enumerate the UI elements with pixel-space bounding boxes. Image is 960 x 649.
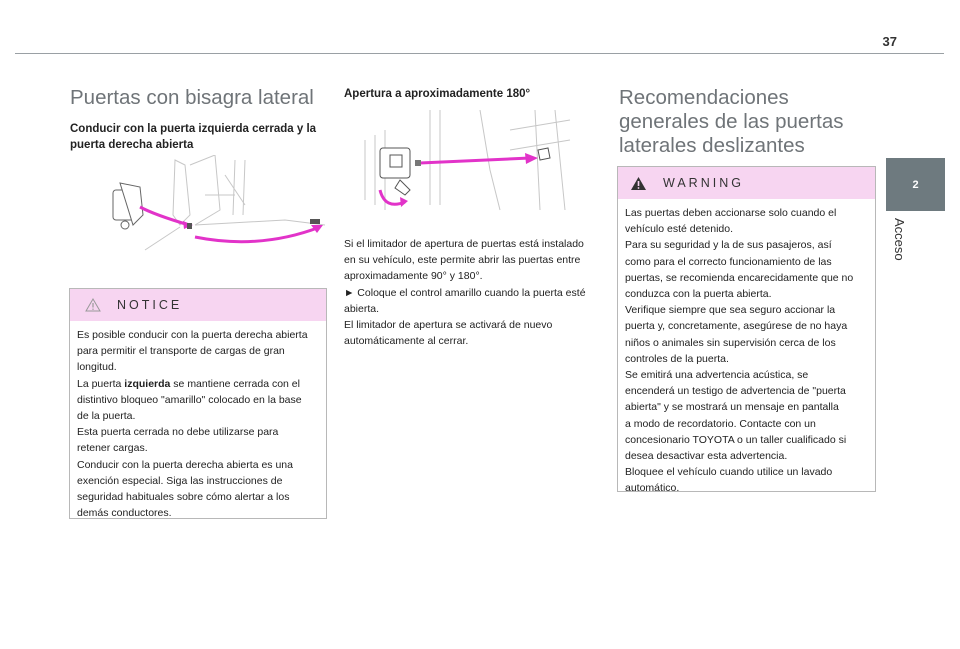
warning-line: desea desactivar esta advertencia.	[625, 450, 788, 463]
notice-body	[70, 321, 326, 527]
notice-text: se mantiene cerrada con el	[170, 377, 300, 390]
notice-line: distintivo bloqueo "amarillo" colocado en la base	[77, 393, 302, 406]
notice-line: de la puerta.	[77, 410, 136, 423]
middle-bullet-line: ► Coloque el control amarillo cuando la puerta esté	[344, 286, 586, 299]
middle-line: Si el limitador de apertura de puertas está instalado	[344, 238, 584, 250]
warning-line: conduzca con la puerta abierta.	[625, 288, 772, 301]
warning-line: controles de la puerta.	[625, 352, 729, 365]
page-number: 37	[882, 34, 897, 49]
warning-body	[618, 199, 875, 503]
warning-header	[618, 167, 875, 199]
warning-triangle-icon	[85, 298, 101, 312]
middle-line: aproximadamente 90° y 180°.	[344, 270, 483, 283]
warning-line: abierta" y se mostrará un mensaje en pantalla	[625, 401, 839, 414]
middle-body	[344, 236, 606, 349]
chapter-label: Acceso	[892, 218, 907, 261]
header-rule	[15, 53, 944, 54]
warning-line: puerta y, concretamente, asegúrese de no haya	[625, 320, 848, 333]
warning-line: Para su seguridad y la de sus pasajeros, así	[625, 239, 832, 252]
notice-line: Conducir con la puerta derecha abierta es una	[77, 458, 293, 471]
title-line: Recomendaciones	[619, 86, 789, 109]
warning-triangle-icon	[630, 176, 647, 191]
left-column	[70, 86, 330, 153]
middle-column	[344, 86, 604, 102]
notice-line: para permitir el transporte de cargas de gran	[77, 345, 285, 358]
middle-line: automáticamente al cerrar.	[344, 335, 469, 348]
warning-line: Se emitirá una advertencia acústica, se	[625, 369, 809, 382]
middle-line: en su vehículo, este permite abrir las puertas entre	[344, 254, 581, 267]
warning-line: Verifique siempre que sea seguro accionar la	[625, 304, 836, 317]
warning-line: vehículo esté detenido.	[625, 223, 733, 236]
notice-line: Es posible conducir con la puerta derecha abierta	[77, 329, 308, 341]
chapter-number: 2	[912, 178, 919, 191]
middle-line: abierta.	[344, 302, 380, 315]
right-column	[619, 86, 879, 158]
left-subtitle: Conducir con la puerta izquierda cerrada y la puerta derecha abierta	[70, 123, 317, 151]
middle-line: El limitador de apertura se activará de nuevo	[344, 319, 553, 332]
door-open-illustration	[85, 155, 330, 260]
notice-title: NOTICE	[117, 298, 183, 312]
middle-subtitle: Apertura a aproximadamente 180°	[344, 88, 531, 100]
warning-line: Las puertas deben accionarse solo cuando el	[625, 207, 837, 219]
warning-line: concesionario TOYOTA o un taller cualificado si	[625, 433, 847, 446]
notice-line: exención especial. Siga las instrucciones de	[77, 474, 283, 487]
section-title-recommendations	[619, 86, 879, 158]
section-title-hinged-doors: Puertas con bisagra lateral	[70, 86, 314, 109]
warning-box	[617, 166, 876, 495]
notice-text: La puerta	[77, 377, 125, 390]
warning-line: encenderá un testigo de advertencia de "puerta	[625, 385, 846, 398]
notice-line: retener cargas.	[77, 442, 148, 455]
warning-line: niños o animales sin supervisión cerca de los	[625, 336, 836, 349]
notice-line-with-bold	[77, 376, 320, 392]
chapter-tab[interactable]	[886, 158, 945, 211]
notice-line: seguridad habituales sobre cómo alertar a los	[77, 491, 290, 504]
notice-bold-word: izquierda	[124, 377, 171, 390]
chapter-label-wrap	[892, 218, 937, 278]
title-line: laterales deslizantes	[619, 134, 805, 157]
notice-line: Esta puerta cerrada no debe utilizarse para	[77, 426, 279, 439]
warning-line: automático.	[625, 482, 680, 495]
notice-line: demás conductores.	[77, 507, 172, 520]
notice-box	[69, 288, 327, 519]
warning-line: como para el correcto funcionamiento de las	[625, 255, 832, 268]
door-180-illustration	[360, 110, 575, 215]
notice-header	[70, 289, 326, 321]
warning-title: WARNING	[663, 176, 744, 190]
warning-line: puertas, se recomienda encarecidamente que no	[625, 271, 854, 284]
notice-line: longitud.	[77, 361, 117, 374]
warning-line: a modo de recordatorio. Contacte con un	[625, 417, 816, 430]
warning-line: Bloquee el vehículo cuando utilice un lavado	[625, 466, 833, 479]
title-line: generales de las puertas	[619, 110, 844, 133]
